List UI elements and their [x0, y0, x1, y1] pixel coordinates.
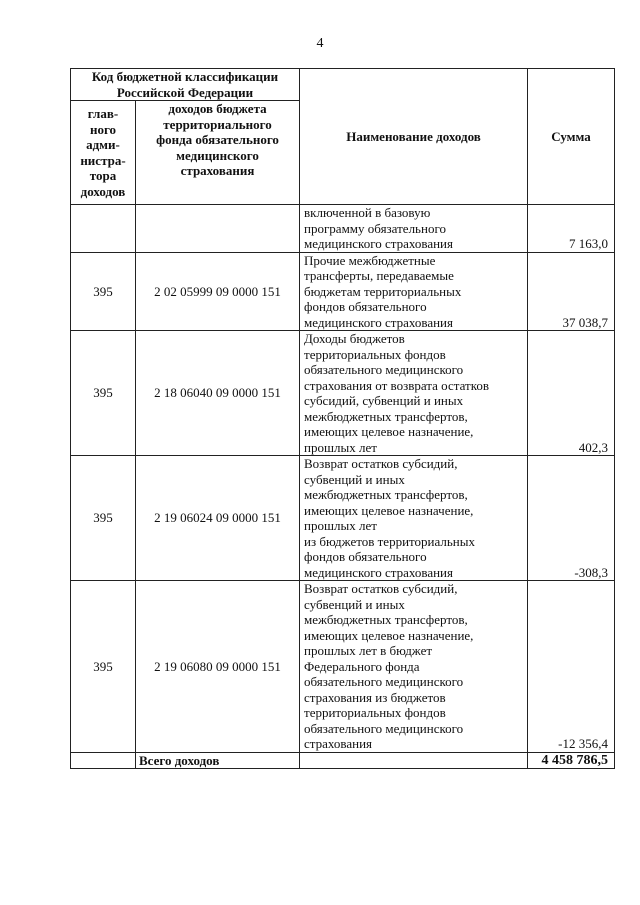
header-revenue-name: Наименование доходов [300, 69, 528, 205]
revenue-name [300, 456, 528, 581]
header-revenue-code: доходов бюджета территориального фонда обязательного медицинского страхования [136, 101, 300, 205]
revenue-name-line: трансферты, передаваемые [304, 268, 454, 283]
revenue-code [136, 205, 300, 253]
revenue-name-line: медицинского страхования [304, 314, 453, 330]
table-row [71, 331, 615, 456]
revenue-sum: 7 163,0 [528, 205, 615, 253]
revenue-code: 2 19 06024 09 0000 151 [136, 456, 300, 581]
revenue-name-line: субвенций и иных [304, 471, 405, 487]
revenue-name-line: фондов обязательного [304, 549, 427, 564]
revenue-name [300, 331, 528, 456]
revenue-name-line: обязательного медицинского [304, 362, 464, 377]
revenue-name-line: фондов обязательного [304, 299, 427, 314]
revenue-sum: 402,3 [528, 331, 615, 456]
total-sum: 4 458 786,5 [528, 752, 615, 769]
revenue-code: 2 19 06080 09 0000 151 [136, 581, 300, 753]
revenue-name-line: Федерального фонда [304, 658, 420, 674]
revenue-name-line: прошлых лет [304, 439, 377, 455]
revenue-name-line: субвенций и иных [304, 596, 405, 612]
revenue-name-line: страхования [304, 736, 373, 751]
revenue-name-line: межбюджетных трансфертов, [304, 487, 468, 502]
revenue-name-line: включенной в базовую [304, 205, 431, 220]
header-budget-classification: Код бюджетной классификации Российской Федерации [71, 69, 300, 101]
revenue-name [300, 252, 528, 331]
header-chief-administrator: глав- ного адми- нистра- тора доходов [71, 101, 136, 205]
revenue-name-line: субсидий, субвенций и иных [304, 393, 464, 408]
revenue-name-line: Возврат остатков субсидий, [304, 456, 458, 471]
revenue-name-line: медицинского страхования [304, 236, 453, 251]
revenue-code: 2 02 05999 09 0000 151 [136, 252, 300, 331]
table-row [71, 581, 615, 753]
admin-code [71, 205, 136, 253]
revenue-name-line: имеющих целевое назначение, [304, 424, 474, 439]
revenue-code: 2 18 06040 09 0000 151 [136, 331, 300, 456]
revenue-name-line: Доходы бюджетов [304, 331, 405, 346]
revenue-name-line: территориальных фондов [304, 346, 446, 362]
revenue-name-line: имеющих целевое назначение, [304, 502, 474, 518]
revenue-sum: 37 038,7 [528, 252, 615, 331]
revenue-name-line: прошлых лет [304, 518, 377, 533]
revenue-table [70, 68, 615, 769]
revenue-sum: -308,3 [528, 456, 615, 581]
table-row [71, 252, 615, 331]
revenue-name-line: программу обязательного [304, 220, 446, 236]
revenue-name-line: Прочие межбюджетные [304, 252, 436, 268]
admin-code: 395 [71, 581, 136, 753]
admin-code: 395 [71, 252, 136, 331]
revenue-sum: -12 356,4 [528, 581, 615, 753]
revenue-name-line: медицинского страхования [304, 564, 453, 580]
revenue-name-line: из бюджетов территориальных [304, 533, 475, 549]
revenue-name-line: прошлых лет в бюджет [304, 643, 433, 658]
revenue-name-line: страхования от возврата остатков [304, 377, 489, 393]
total-empty-cell [71, 752, 136, 769]
revenue-name-line: имеющих целевое назначение, [304, 627, 474, 643]
revenue-name-line: территориальных фондов [304, 705, 446, 720]
revenue-name-line: Возврат остатков субсидий, [304, 581, 458, 596]
table-row [71, 456, 615, 581]
header-sum: Сумма [528, 69, 615, 205]
table-row [71, 205, 615, 253]
revenue-name [300, 581, 528, 753]
revenue-name [300, 205, 528, 253]
admin-code: 395 [71, 331, 136, 456]
revenue-name-line: обязательного медицинского [304, 674, 464, 689]
total-empty-name-cell [300, 752, 528, 769]
revenue-name-line: страхования из бюджетов [304, 689, 446, 705]
revenue-name-line: межбюджетных трансфертов, [304, 408, 468, 424]
revenue-name-line: бюджетам территориальных [304, 283, 462, 299]
page-number: 4 [316, 36, 324, 51]
total-label: Всего доходов [136, 752, 300, 769]
admin-code: 395 [71, 456, 136, 581]
revenue-name-line: межбюджетных трансфертов, [304, 612, 468, 627]
revenue-name-line: обязательного медицинского [304, 720, 464, 736]
